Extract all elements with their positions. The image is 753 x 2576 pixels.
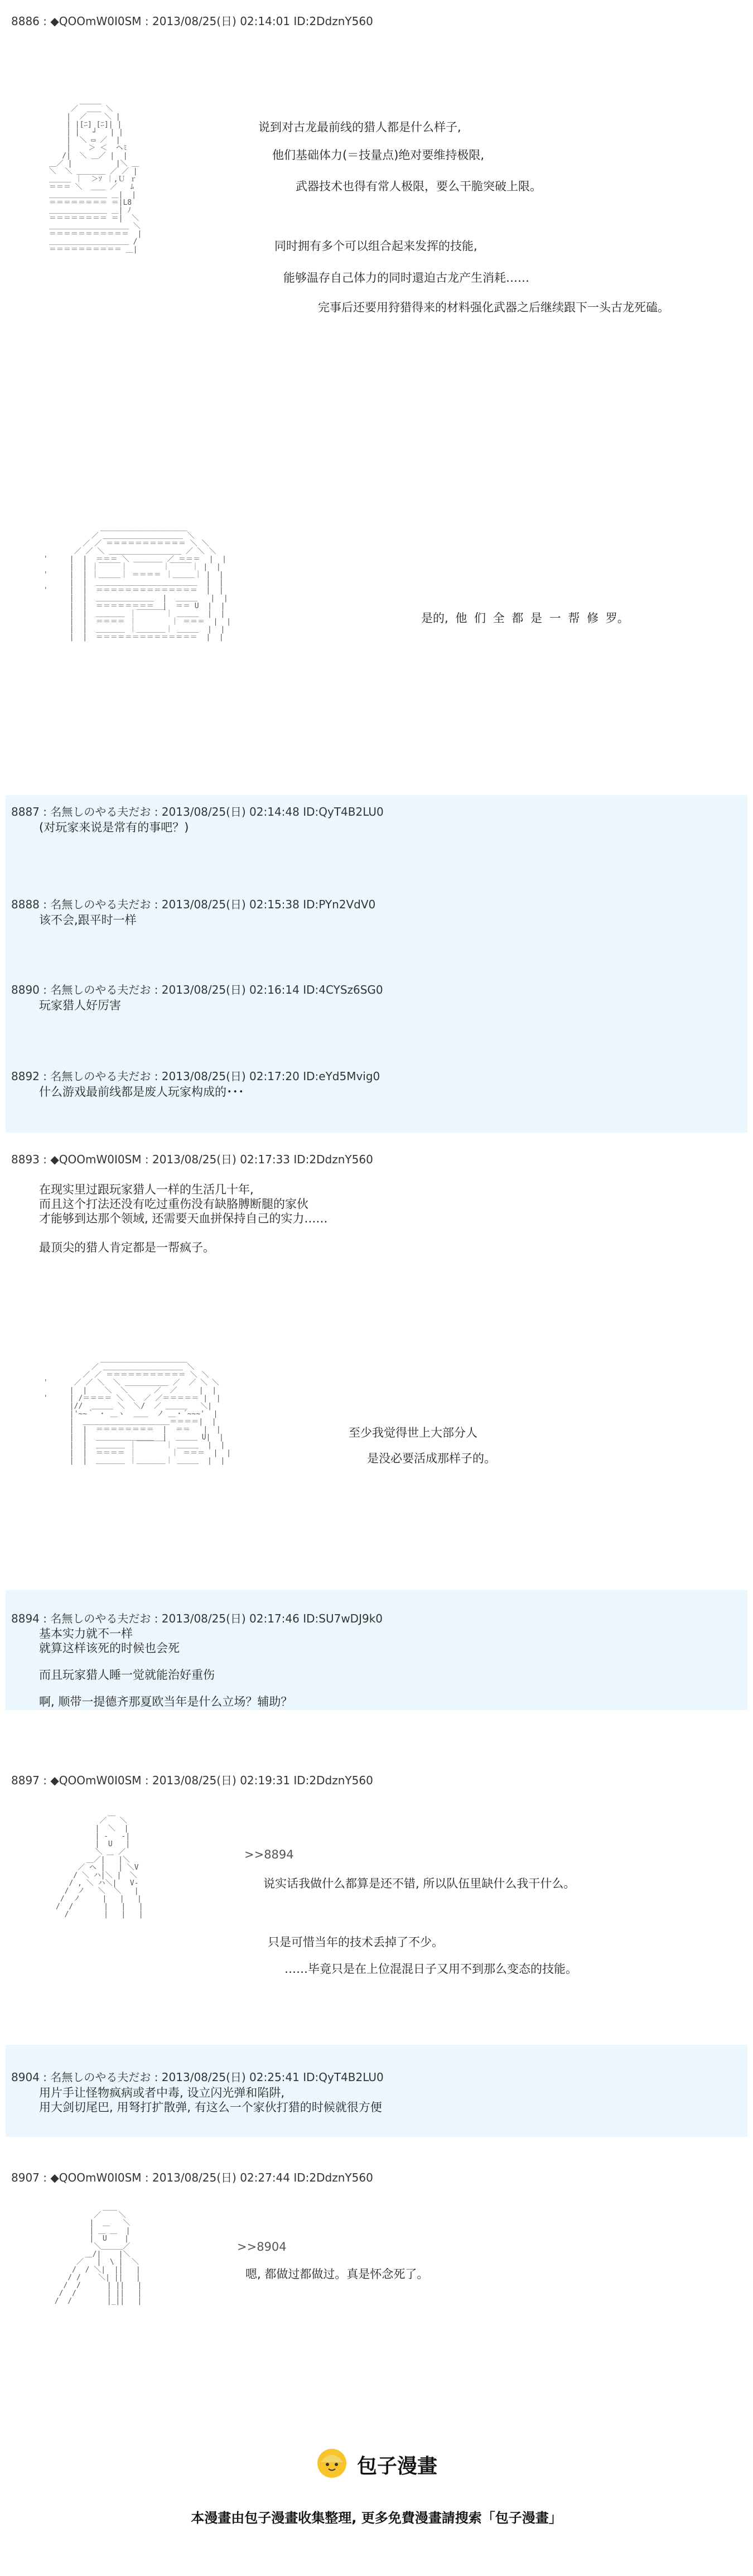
post-header: 8907 : ◆QOOmW0I0SM : 2013/08/25(日) 02:27:44 ID:2DdznY560	[11, 2171, 373, 2184]
post-line: 该不会,跟平时一样	[39, 913, 137, 927]
post-header: 8892 : 名無しのやる夫だお : 2013/08/25(日) 02:17:20 ID:eYd5Mvig0	[11, 1070, 380, 1083]
baozi-logo-icon	[315, 2445, 349, 2479]
ascii-art-character: ＿ ／ ＼ | ＼ | | - -| | U | ＼ ＿ ／ ＿／| |＼ ／ ヘ | | ＼V / ＼ ハ|＼ | ＼ / , ＼ ハ＼| V- / ノ ＼ ＼ | / ノ | | | / / | | | / | | |	[56, 1809, 143, 1919]
post-8907	[6, 2137, 747, 2394]
post-header: 8904 : 名無しのやる夫だお : 2013/08/25(日) 02:25:41 ID:QyT4B2LU0	[11, 2071, 384, 2084]
dialogue-line: 他们基础体力(＝技量点)绝对要维持极限,	[272, 148, 485, 162]
dialogue-line: 同时拥有多个可以组合起来发挥的技能,	[274, 239, 477, 253]
post-8890	[6, 960, 747, 1046]
post-8904	[6, 2045, 747, 2137]
dialogue-line: 说到对古龙最前线的猎人都是什么样子,	[258, 121, 461, 134]
post-line: 基本实力就不一样	[39, 1627, 133, 1640]
post-line: 而且这个打法还没有吃过重伤没有缺胳膊断腿的家伙	[39, 1197, 308, 1211]
post-8897	[6, 1710, 747, 2045]
dialogue-line: 是没必要活成那样子的。	[367, 1452, 496, 1465]
footer-note: 本漫畫由包子漫畫收集整理, 更多免費漫畫請搜索「包子漫畫」	[191, 2510, 562, 2526]
post-8892	[6, 1046, 747, 1133]
post-8888	[6, 873, 747, 960]
post-line: 什么游戏最前线都是废人玩家构成的･･･	[39, 1085, 244, 1099]
footer-brand: 包子漫畫	[357, 2455, 438, 2478]
post-header: 8897 : ◆QOOmW0I0SM : 2013/08/25(日) 02:19:31 ID:2DdznY560	[11, 1774, 373, 1787]
post-8893	[6, 1133, 747, 1590]
dialogue-line: 只是可惜当年的技术丢掉了不少。	[268, 1935, 443, 1949]
dialogue-line: 是的, 他 们 全 都 是 一 帮 修 罗。	[421, 612, 629, 625]
post-header: 8893 : ◆QOOmW0I0SM : 2013/08/25(日) 02:17:33 ID:2DdznY560	[11, 1153, 373, 1166]
reply-anchor[interactable]: >>8894	[244, 1848, 294, 1861]
dialogue-line: 能够温存自己体力的同时還迫古龙产生消耗……	[283, 271, 529, 285]
post-line: 最顶尖的猎人肯定都是一帮疯子。	[39, 1241, 215, 1254]
reply-anchor[interactable]: >>8904	[237, 2240, 287, 2254]
post-header: 8886 : ◆QOOmW0I0SM : 2013/08/25(日) 02:14:01 ID:2DdznY560	[11, 15, 373, 28]
ascii-art-character: ＿＿＿＿＿＿＿＿＿＿＿＿ ／ ＿＿＿＿＿＿＿＿＿＿＿ ＼ ／ ／ ＝＝＝＝＝＝＝＝＝＝＝ ＼ ＼ ／ ／ ＼ ＿＿＿＿＿＿＿＿＿＿ ／ ＼ ＼ ' | | ＝＝＝ ＼ ＿＿＿＿ ／ ＝＝＝ | | | | ｜￣￣￣｜ ｜￣￣￣｜ | | ' | | ｜＿＿＿｜ ＝＝＝＝ ｜＿＿＿｜ | | | | ＿＿＿＿＿＿＿＿＿＿＿＿＿＿ | | ' | | ＝＝＝＝＝＝＝＝＝＝＝＝＝＝ | | | | ＿＿＿＿＿＿＿＿ | ＿＿＿ | | | | ＝＝＝＝＝＝＝＝ | ＝＝ U | | | | ＿＿＿＿ ｜￣￣￣￣｜ ＿＿＿ | | | | ＝＝＝＝ ｜ ｜ ＝＝＝ | | | | ＿＿＿＿ ｜＿＿＿＿｜ ＿＿＿ | | | | ＝＝＝＝＝＝＝＝＝＝＝＝＝＝ | |	[43, 524, 231, 642]
dialogue-line: ……毕竟只是在上位混混日子又用不到那么变态的技能。	[284, 1962, 577, 1976]
post-header: 8890 : 名無しのやる夫だお : 2013/08/25(日) 02:16:14 ID:4CYSz6SG0	[11, 983, 383, 996]
post-header: 8888 : 名無しのやる夫だお : 2013/08/25(日) 02:15:38 ID:PYn2VdV0	[11, 898, 376, 911]
post-8894	[6, 1590, 747, 1710]
ascii-art-character: ＿＿＿＿＿＿＿＿＿＿＿＿ ／ ＿＿＿＿＿＿＿＿＿＿＿ ＼ ／ ／ ＝＝＝＝＝＝＝＝＝＝＝ ＼ ＼ ' ／ ／ ＼ ＼ ＿＿＿＿＿＿ ／ ／ ＼ ＼ | | ＼ ＼ ／ ／ | | ' | /＝＝＝＝ ＼ ＼ ／ ／＝＝＝＝＝ | | |// ＿＿＿ ＼ ＼/ ／ ＿＿＿ ＼| |'~~｀ ・ ＿ヽ ＿＿ ノ ＿・´~~~' | | ＿＿＿＿＿＿＿＿＿＿＿＿＝＝＝＝| | | | ＝＝＝＝＝＝＝＝ | ＝＝ | | | | ＿＿＿＿＿＿＿＿ | ＿＿＿ U| | | | ＿＿＿＿ ｜￣￣￣￣｜ ＿＿＿ | | | | ＝＝＝＝ ｜ ｜ ＝＝＝ | | | | ＿＿＿＿ ｜＿＿＿＿｜ ＿＿＿ | |	[43, 1355, 231, 1465]
post-line: 而且玩家猎人睡一觉就能治好重伤	[39, 1668, 215, 1682]
ascii-art-character: ＿＿ ／ ＼ | ＿ ＼ | ＿ ＿ | | U | ＼＿＿＿／ ＿/| |＼ ／ | \ | ＼ / / ＼| || | / / ＼| || | / / | || | / / | || | / / |_|| |	[54, 2203, 142, 2305]
post-header: 8887 : 名無しのやる夫だお : 2013/08/25(日) 02:14:48 ID:QyT4B2LU0	[11, 805, 384, 818]
dialogue-line: 武器技术也得有常人极限，要么干脆突破上限。	[296, 180, 542, 193]
post-line: 在现实里过跟玩家猎人一样的生活几十年,	[39, 1183, 254, 1196]
post-line: 玩家猎人好厉害	[39, 999, 121, 1012]
dialogue-line: 至少我觉得世上大部分人	[349, 1426, 477, 1439]
post-line: 用大剑切尾巴, 用弩打扩散弹, 有这么一个家伙打猎的时候就很方便	[39, 2101, 382, 2114]
post-8887	[6, 795, 747, 873]
post-line: 才能够到达那个领域, 还需要天血拼保持自己的实力……	[39, 1212, 328, 1225]
post-8886	[6, 0, 747, 795]
post-line: 啊, 顺带一提德齐那夏欧当年是什么立场？辅助？	[39, 1695, 293, 1708]
post-line: (对玩家来说是常有的事吧？)	[39, 821, 189, 834]
dialogue-line: 嗯, 都做过都做过。真是怀念死了。	[245, 2267, 429, 2281]
dialogue-line: 完事后还要用狩猎得来的材料强化武器之后继续跟下一头古龙死磕。	[318, 301, 669, 314]
post-line: 就算这样该死的时候也会死	[39, 1641, 180, 1655]
post-header: 8894 : 名無しのやる夫だお : 2013/08/25(日) 02:17:46 ID:SU7wDJ9k0	[11, 1612, 383, 1625]
post-line: 用片手让怪物疯病或者中毒, 设立闪光弹和陷阱,	[39, 2086, 285, 2100]
ascii-art-character: ＿＿＿ ／ ＿＿ ＼ | ／ ＼ | | |[ﾆ] [ﾆ]| | | | ┘ | | | ＼ ▭ ／ | | ＞ ＜ ヘﾐ /| ＼ ＿／ | | ＿／ | |＼ ＿ ＼ ＼ ＿＿＿＿ ／ ／ | ＿＿＿ ｜ ＞ｿ ｜,Ｕ ｒ ＝＝＝ ＼ ＿＿ ／ ﾑ ＿＿＿＿＿＿＿＿ ＿| | ＝＝＝＝＝＝＝＝ ＝|L8 ＿＿＿＿＿＿＿＿ ＿| ﾉ ＝＝＝＝＝＝＝＝ ＝| ＼ ＿＿＿＿＿＿＿＿＿＿＿ ＼ ＝＝＝＝＝＝＝＝＝＝＝ | ＿＿＿＿＿＿＿＿＿＿＿ / ＝＝＝＝＝＝＝＝＝＝ ＿|	[49, 97, 142, 254]
dialogue-line: 说实话我做什么都算是还不错, 所以队伍里缺什么我干什么。	[263, 1877, 576, 1890]
